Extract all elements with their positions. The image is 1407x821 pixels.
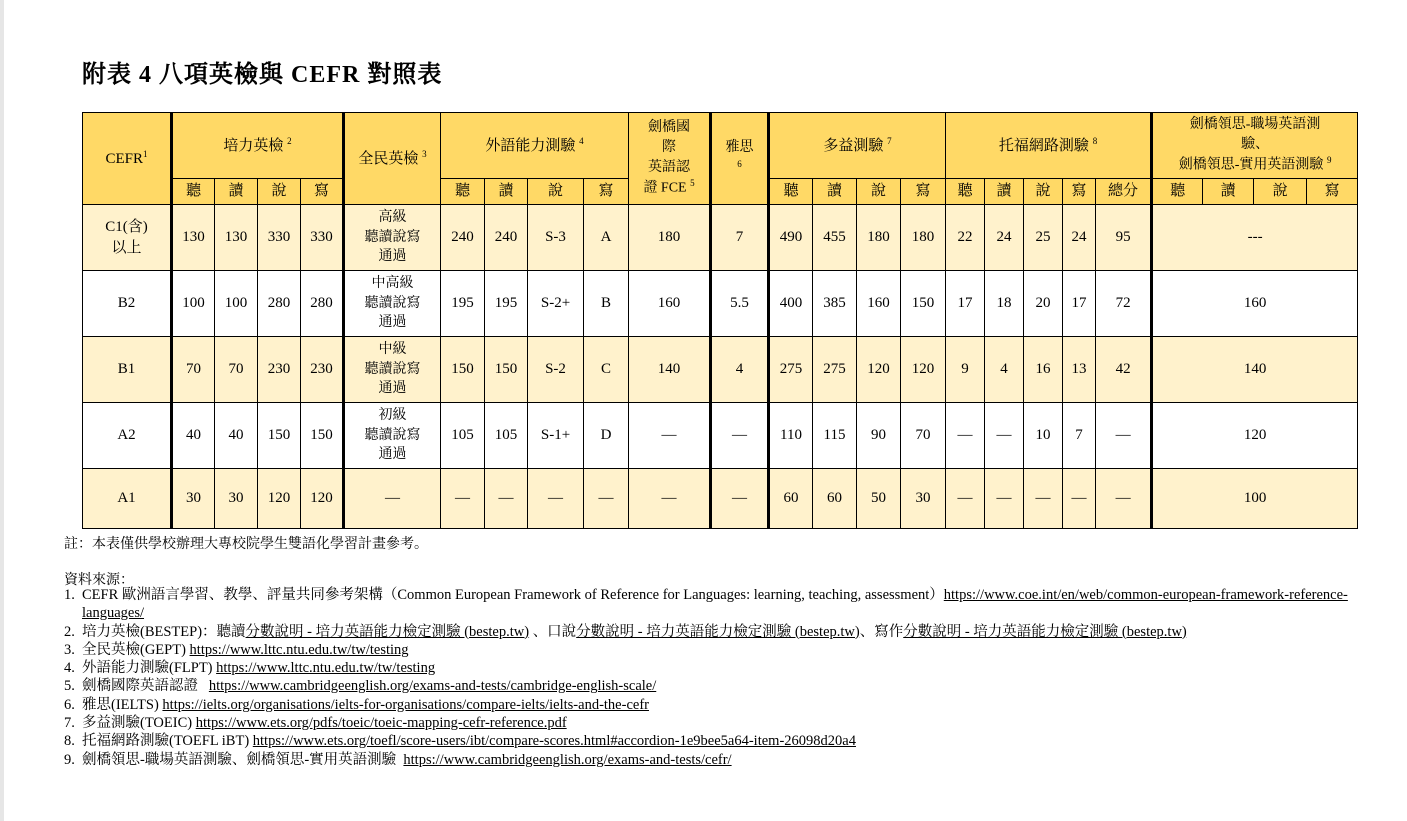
flpt-listen-cell: —	[441, 469, 485, 529]
cefr-comparison-table	[82, 112, 1358, 529]
source-text: 劍橋國際英語認證	[82, 678, 209, 695]
flpt-speak-cell: —	[528, 469, 584, 529]
fce-cell: 160	[629, 271, 711, 337]
toefl-read-cell: 4	[985, 337, 1024, 403]
bestep-speak-cell: 150	[258, 403, 301, 469]
source-link[interactable]: 分數說明 - 培力英語能力檢定測驗 (bestep.tw)	[576, 623, 860, 640]
ielts-cell: 4	[711, 337, 769, 403]
bestep-read-cell: 70	[215, 337, 258, 403]
bestep-write-cell: 230	[301, 337, 344, 403]
toefl-listen-cell: —	[946, 469, 985, 529]
toeic-write-cell: 120	[901, 337, 946, 403]
subheader-write: 寫	[301, 179, 344, 205]
toefl-speak-cell: 20	[1024, 271, 1063, 337]
subheader-speak: 說	[1254, 179, 1307, 205]
fce-cell: —	[629, 403, 711, 469]
header-flpt: 外語能力測驗 $^4$	[441, 113, 629, 179]
linguaskill-cell: ---	[1152, 205, 1358, 271]
toefl-listen-cell: 17	[946, 271, 985, 337]
bestep-read-cell: 30	[215, 469, 258, 529]
toefl-listen-cell: 22	[946, 205, 985, 271]
toefl-read-cell: 24	[985, 205, 1024, 271]
toeic-read-cell: 455	[813, 205, 857, 271]
subheader-read: 讀	[485, 179, 528, 205]
subheader-read: 讀	[1203, 179, 1254, 205]
fce-cell: 140	[629, 337, 711, 403]
source-text: 托福網路測驗(TOEFL iBT)	[82, 733, 253, 750]
toeic-speak-cell: 120	[857, 337, 901, 403]
cefr-level-cell: A2	[83, 403, 172, 469]
source-text: 、口說	[529, 623, 577, 640]
toeic-listen-cell: 60	[769, 469, 813, 529]
linguaskill-cell: 100	[1152, 469, 1358, 529]
source-item: 7. 多益測驗(TOEIC) https://www.ets.org/pdfs/toeic/toeic-mapping-cefr-reference.pdf	[64, 715, 567, 732]
cefr-level-cell: B2	[83, 271, 172, 337]
source-link[interactable]: https://www.cambridgeenglish.org/exams-and-tests/cefr/	[403, 751, 732, 768]
subheader-total: 總分	[1096, 179, 1152, 205]
toeic-write-cell: 150	[901, 271, 946, 337]
header-gept: 全民英檢 $^3$	[344, 113, 441, 205]
toefl-read-cell: —	[985, 469, 1024, 529]
subheader-write: 寫	[1307, 179, 1358, 205]
bestep-speak-cell: 230	[258, 337, 301, 403]
flpt-write-cell: D	[584, 403, 629, 469]
source-item: 3. 全民英檢(GEPT) https://www.lttc.ntu.edu.tw/tw/testing	[64, 641, 409, 658]
gept-cell: 中級 聽讀說寫 通過	[344, 337, 441, 403]
fce-cell: —	[629, 469, 711, 529]
flpt-listen-cell: 195	[441, 271, 485, 337]
linguaskill-cell: 140	[1152, 337, 1358, 403]
fce-cell: 180	[629, 205, 711, 271]
toefl-write-cell: 13	[1063, 337, 1096, 403]
header-row-1	[83, 113, 1358, 179]
toeic-read-cell: 275	[813, 337, 857, 403]
table-row	[83, 469, 1358, 529]
subheader-read: 讀	[215, 179, 258, 205]
table-note: 註：本表僅供學校辦理大專校院學生雙語化學習計畫參考。	[64, 537, 428, 552]
table-row	[83, 337, 1358, 403]
toefl-listen-cell: 9	[946, 337, 985, 403]
header-linguaskill: 劍橋領思-職場英語測 驗、 劍橋領思-實用英語測驗 $^9$	[1152, 113, 1358, 179]
bestep-read-cell: 130	[215, 205, 258, 271]
header-fce: 劍橋國 際 英語認 證 FCE $^5$	[629, 113, 711, 205]
ielts-cell: —	[711, 403, 769, 469]
flpt-listen-cell: 150	[441, 337, 485, 403]
source-link[interactable]: https://www.ets.org/toefl/score-users/ibt/compare-scores.html#accordion-1e9bee5a64-item-26098d20a4	[252, 733, 856, 750]
bestep-write-cell: 330	[301, 205, 344, 271]
source-text: 多益測驗(TOEIC)	[82, 715, 196, 732]
subheader-listen: 聽	[172, 179, 215, 205]
source-link[interactable]: https://www.lttc.ntu.edu.tw/tw/testing	[189, 641, 409, 658]
toeic-read-cell: 115	[813, 403, 857, 469]
source-item: 9. 劍橋領思-職場英語測驗、劍橋領思-實用英語測驗 https://www.cambridgeenglish.org/exams-and-tests/cefr/	[64, 751, 732, 768]
flpt-write-cell: A	[584, 205, 629, 271]
flpt-write-cell: B	[584, 271, 629, 337]
ielts-cell: —	[711, 469, 769, 529]
toeic-speak-cell: 160	[857, 271, 901, 337]
flpt-speak-cell: S-1+	[528, 403, 584, 469]
toefl-speak-cell: —	[1024, 469, 1063, 529]
toeic-read-cell: 60	[813, 469, 857, 529]
bestep-listen-cell: 40	[172, 403, 215, 469]
subheader-speak: 說	[857, 179, 901, 205]
flpt-write-cell: C	[584, 337, 629, 403]
bestep-listen-cell: 100	[172, 271, 215, 337]
flpt-read-cell: —	[485, 469, 528, 529]
source-text: CEFR 歐洲語言學習、教學、評量共同參考架構（Common European Framework of Reference for Languages: learning, teaching, assessment）	[82, 587, 944, 603]
toeic-listen-cell: 110	[769, 403, 813, 469]
gept-cell: 高級 聽讀說寫 通過	[344, 205, 441, 271]
bestep-listen-cell: 70	[172, 337, 215, 403]
subheader-write: 寫	[901, 179, 946, 205]
bestep-speak-cell: 120	[258, 469, 301, 529]
toefl-write-cell: 17	[1063, 271, 1096, 337]
toeic-listen-cell: 400	[769, 271, 813, 337]
source-link[interactable]: https://www.coe.int/en/web/common-european-framework-reference-languages/	[82, 587, 1348, 622]
bestep-read-cell: 40	[215, 403, 258, 469]
header-cefr: CEFR$^1$	[83, 113, 172, 205]
toefl-total-cell: 95	[1096, 205, 1152, 271]
subheader-speak: 說	[258, 179, 301, 205]
source-item: 8. 托福網路測驗(TOEFL iBT) https://www.ets.org/toefl/score-users/ibt/compare-scores.html#accordion-1e9bee5a64-item-26098d20a4	[64, 733, 856, 750]
toefl-write-cell: —	[1063, 469, 1096, 529]
table-row	[83, 205, 1358, 271]
subheader-listen: 聽	[769, 179, 813, 205]
table-row	[83, 403, 1358, 469]
toefl-total-cell: 42	[1096, 337, 1152, 403]
source-link[interactable]: https://ielts.org/organisations/ielts-for-organisations/compare-ielts/ielts-and-the-cefr	[162, 696, 649, 713]
source-text: 劍橋領思-職場英語測驗、劍橋領思-實用英語測驗	[82, 751, 404, 768]
gept-cell: 初級 聽讀說寫 通過	[344, 403, 441, 469]
source-item: 1. CEFR 歐洲語言學習、教學、評量共同參考架構（Common European Framework of Reference for Languages: learning, teaching, assessment）https://www.coe.int/en/web/common-european-framework-reference-languages/	[64, 587, 1348, 622]
header-toeic: 多益測驗 $^7$	[769, 113, 946, 179]
bestep-read-cell: 100	[215, 271, 258, 337]
bestep-listen-cell: 30	[172, 469, 215, 529]
header-toefl: 托福網路測驗 $^8$	[946, 113, 1152, 179]
flpt-listen-cell: 240	[441, 205, 485, 271]
source-text: 全民英檢(GEPT)	[82, 641, 190, 658]
source-item: 2. 培力英檢(BESTEP)：聽讀分數說明 - 培力英語能力檢定測驗 (bestep.tw) 、口說分數說明 - 培力英語能力檢定測驗 (bestep.tw)、寫作分數說明 - 培力英語能力檢定測驗 (bestep.tw)	[64, 623, 1187, 640]
flpt-read-cell: 195	[485, 271, 528, 337]
cefr-level-cell: B1	[83, 337, 172, 403]
source-item: 5. 劍橋國際英語認證 https://www.cambridgeenglish.org/exams-and-tests/cambridge-english-scale/	[64, 678, 657, 695]
toeic-write-cell: 180	[901, 205, 946, 271]
source-item: 6. 雅思(IELTS) https://ielts.org/organisations/ielts-for-organisations/compare-ielts/ielts-and-the-cefr	[64, 696, 649, 713]
source-link[interactable]: 分數說明 - 培力英語能力檢定測驗 (bestep.tw)	[903, 623, 1187, 640]
flpt-speak-cell: S-2	[528, 337, 584, 403]
linguaskill-cell: 160	[1152, 271, 1358, 337]
header-ielts: 雅思 $^6$	[711, 113, 769, 205]
subheader-read: 讀	[985, 179, 1024, 205]
toefl-total-cell: —	[1096, 403, 1152, 469]
gept-cell: 中高級 聽讀說寫 通過	[344, 271, 441, 337]
table-row	[83, 271, 1358, 337]
bestep-write-cell: 120	[301, 469, 344, 529]
linguaskill-cell: 120	[1152, 403, 1358, 469]
cefr-level-cell: C1(含) 以上	[83, 205, 172, 271]
bestep-listen-cell: 130	[172, 205, 215, 271]
source-text: 外語能力測驗(FLPT)	[82, 660, 217, 677]
flpt-speak-cell: S-2+	[528, 271, 584, 337]
subheader-speak: 說	[528, 179, 584, 205]
flpt-speak-cell: S-3	[528, 205, 584, 271]
toefl-speak-cell: 25	[1024, 205, 1063, 271]
cefr-level-cell: A1	[83, 469, 172, 529]
toefl-total-cell: 72	[1096, 271, 1152, 337]
toefl-total-cell: —	[1096, 469, 1152, 529]
bestep-write-cell: 280	[301, 271, 344, 337]
toefl-speak-cell: 16	[1024, 337, 1063, 403]
page-edge	[0, 0, 4, 821]
toeic-speak-cell: 180	[857, 205, 901, 271]
flpt-read-cell: 105	[485, 403, 528, 469]
toeic-write-cell: 70	[901, 403, 946, 469]
toefl-read-cell: 18	[985, 271, 1024, 337]
source-link[interactable]: https://www.ets.org/pdfs/toeic/toeic-mapping-cefr-reference.pdf	[195, 715, 567, 732]
source-link[interactable]: 分數說明 - 培力英語能力檢定測驗 (bestep.tw)	[245, 623, 530, 640]
source-text: 培力英檢(BESTEP)：聽讀	[82, 623, 246, 640]
ielts-cell: 5.5	[711, 271, 769, 337]
subheader-speak: 說	[1024, 179, 1063, 205]
subheader-listen: 聽	[441, 179, 485, 205]
toefl-speak-cell: 10	[1024, 403, 1063, 469]
subheader-read: 讀	[813, 179, 857, 205]
source-text: 、寫作	[859, 623, 904, 640]
bestep-speak-cell: 280	[258, 271, 301, 337]
toefl-read-cell: —	[985, 403, 1024, 469]
flpt-listen-cell: 105	[441, 403, 485, 469]
subheader-write: 寫	[1063, 179, 1096, 205]
ielts-cell: 7	[711, 205, 769, 271]
subheader-listen: 聽	[946, 179, 985, 205]
page-title: 附表 4 八項英檢與 CEFR 對照表	[82, 62, 443, 88]
flpt-read-cell: 150	[485, 337, 528, 403]
subheader-write: 寫	[584, 179, 629, 205]
toeic-speak-cell: 90	[857, 403, 901, 469]
source-text: 雅思(IELTS)	[82, 696, 163, 713]
toeic-listen-cell: 490	[769, 205, 813, 271]
toeic-speak-cell: 50	[857, 469, 901, 529]
toeic-write-cell: 30	[901, 469, 946, 529]
sources-list	[64, 586, 1354, 769]
toeic-listen-cell: 275	[769, 337, 813, 403]
source-link[interactable]: https://www.lttc.ntu.edu.tw/tw/testing	[216, 660, 436, 677]
bestep-speak-cell: 330	[258, 205, 301, 271]
toefl-write-cell: 24	[1063, 205, 1096, 271]
flpt-write-cell: —	[584, 469, 629, 529]
source-link[interactable]: https://www.cambridgeenglish.org/exams-and-tests/cambridge-english-scale/	[208, 678, 657, 695]
toeic-read-cell: 385	[813, 271, 857, 337]
header-bestep: 培力英檢 $^2$	[172, 113, 344, 179]
subheader-listen: 聽	[1152, 179, 1203, 205]
toefl-write-cell: 7	[1063, 403, 1096, 469]
bestep-write-cell: 150	[301, 403, 344, 469]
sources-title: 資料來源：	[64, 573, 134, 588]
gept-cell: —	[344, 469, 441, 529]
toefl-listen-cell: —	[946, 403, 985, 469]
flpt-read-cell: 240	[485, 205, 528, 271]
source-item: 4. 外語能力測驗(FLPT) https://www.lttc.ntu.edu.tw/tw/testing	[64, 660, 436, 677]
